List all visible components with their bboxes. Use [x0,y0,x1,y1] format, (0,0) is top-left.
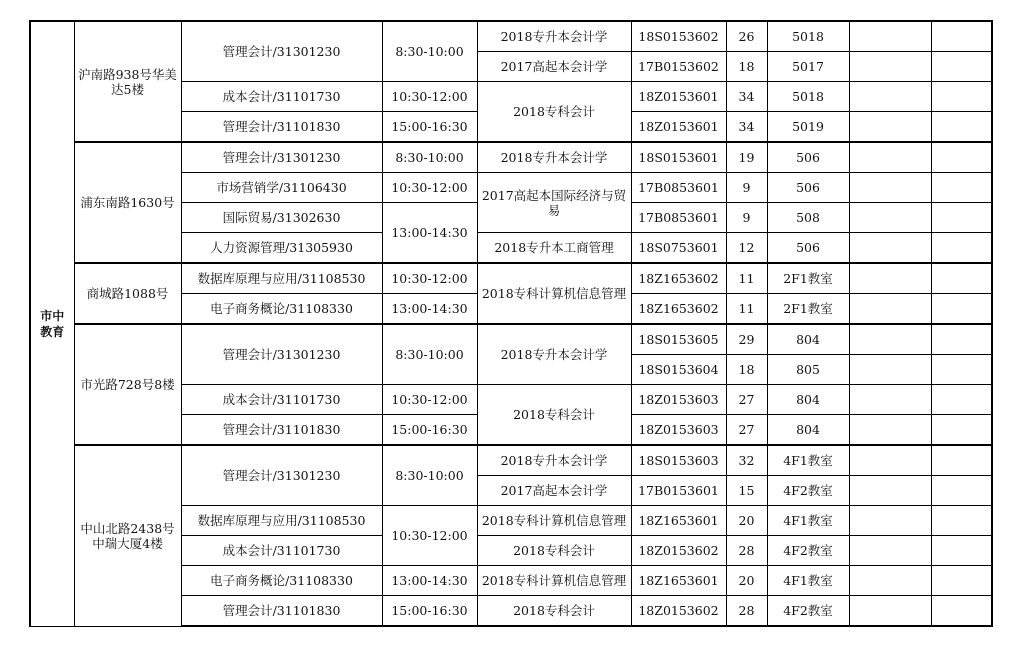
course-cell: 人力资源管理/31305930 [181,233,382,264]
org-cell: 市中 教育 [30,21,74,626]
class-code-cell: 18Z0153601 [631,112,726,143]
blank-cell [849,82,931,112]
student-count-cell: 12 [726,233,767,264]
blank-cell [849,536,931,566]
student-count-cell: 15 [726,476,767,506]
course-cell: 管理会计/31301230 [181,445,382,506]
student-count-cell: 9 [726,173,767,203]
room-cell: 804 [767,385,849,415]
table-body [30,21,992,626]
room-cell: 5017 [767,52,849,82]
blank-cell [931,263,992,294]
student-count-cell: 18 [726,52,767,82]
time-cell: 15:00-16:30 [382,415,477,446]
student-count-cell: 19 [726,142,767,173]
time-cell: 8:30-10:00 [382,21,477,82]
blank-cell [849,263,931,294]
room-cell: 5019 [767,112,849,143]
course-cell: 数据库原理与应用/31108530 [181,263,382,294]
blank-cell [849,294,931,325]
blank-cell [931,82,992,112]
blank-cell [849,142,931,173]
course-cell: 成本会计/31101730 [181,536,382,566]
room-cell: 508 [767,203,849,233]
site-cell: 市光路728号8楼 [74,324,181,445]
class-code-cell: 18S0153602 [631,21,726,52]
blank-cell [931,21,992,52]
student-count-cell: 34 [726,112,767,143]
blank-cell [931,324,992,355]
class-code-cell: 18Z0153603 [631,385,726,415]
student-count-cell: 20 [726,506,767,536]
time-cell: 13:00-14:30 [382,294,477,325]
time-cell: 8:30-10:00 [382,445,477,506]
room-cell: 4F1教室 [767,506,849,536]
course-cell: 市场营销学/31106430 [181,173,382,203]
major-cell: 2017高起本国际经济与贸易 [477,173,631,233]
blank-cell [931,294,992,325]
room-cell: 5018 [767,82,849,112]
major-cell: 2018专升本工商管理 [477,233,631,264]
student-count-cell: 11 [726,263,767,294]
room-cell: 805 [767,355,849,385]
class-code-cell: 18Z1653601 [631,566,726,596]
blank-cell [931,415,992,446]
class-code-cell: 18Z0153602 [631,536,726,566]
course-cell: 管理会计/31101830 [181,415,382,446]
blank-cell [849,445,931,476]
course-cell: 数据库原理与应用/31108530 [181,506,382,536]
blank-cell [931,203,992,233]
blank-cell [849,203,931,233]
student-count-cell: 34 [726,82,767,112]
table-row [30,21,992,52]
blank-cell [849,476,931,506]
blank-cell [849,596,931,627]
blank-cell [849,566,931,596]
class-code-cell: 17B0153601 [631,476,726,506]
blank-cell [849,52,931,82]
time-cell: 8:30-10:00 [382,324,477,385]
course-cell: 管理会计/31301230 [181,21,382,82]
major-cell: 2018专科会计 [477,596,631,627]
time-cell: 15:00-16:30 [382,112,477,143]
major-cell: 2018专升本会计学 [477,142,631,173]
blank-cell [849,173,931,203]
student-count-cell: 28 [726,536,767,566]
class-code-cell: 18Z0153601 [631,82,726,112]
blank-cell [849,233,931,264]
room-cell: 804 [767,324,849,355]
class-code-cell: 18Z1653602 [631,263,726,294]
blank-cell [931,476,992,506]
class-code-cell: 18Z0153603 [631,415,726,446]
class-code-cell: 17B0853601 [631,203,726,233]
blank-cell [849,112,931,143]
blank-cell [931,233,992,264]
room-cell: 4F2教室 [767,476,849,506]
class-code-cell: 18S0753601 [631,233,726,264]
blank-cell [931,173,992,203]
major-cell: 2017高起本会计学 [477,476,631,506]
course-cell: 成本会计/31101730 [181,385,382,415]
room-cell: 506 [767,173,849,203]
student-count-cell: 18 [726,355,767,385]
room-cell: 2F1教室 [767,294,849,325]
major-cell: 2018专升本会计学 [477,445,631,476]
room-cell: 506 [767,233,849,264]
major-cell: 2018专科会计 [477,385,631,446]
major-cell: 2018专科会计 [477,82,631,143]
table-row [30,142,992,173]
blank-cell [931,536,992,566]
major-cell: 2018专科计算机信息管理 [477,506,631,536]
student-count-cell: 11 [726,294,767,325]
class-code-cell: 18S0153605 [631,324,726,355]
blank-cell [931,506,992,536]
time-cell: 10:30-12:00 [382,263,477,294]
time-cell: 13:00-14:30 [382,203,477,264]
blank-cell [931,52,992,82]
course-cell: 管理会计/31301230 [181,142,382,173]
room-cell: 4F1教室 [767,445,849,476]
class-code-cell: 17B0853601 [631,173,726,203]
course-cell: 管理会计/31101830 [181,596,382,627]
student-count-cell: 32 [726,445,767,476]
course-cell: 国际贸易/31302630 [181,203,382,233]
room-cell: 804 [767,415,849,446]
student-count-cell: 27 [726,415,767,446]
major-cell: 2018专科会计 [477,536,631,566]
time-cell: 10:30-12:00 [382,82,477,112]
site-cell: 商城路1088号 [74,263,181,324]
student-count-cell: 20 [726,566,767,596]
time-cell: 15:00-16:30 [382,596,477,627]
room-cell: 2F1教室 [767,263,849,294]
class-code-cell: 18S0153601 [631,142,726,173]
course-cell: 管理会计/31101830 [181,112,382,143]
blank-cell [931,566,992,596]
course-cell: 成本会计/31101730 [181,82,382,112]
blank-cell [849,415,931,446]
site-cell: 浦东南路1630号 [74,142,181,263]
student-count-cell: 29 [726,324,767,355]
blank-cell [931,355,992,385]
blank-cell [849,324,931,355]
blank-cell [849,506,931,536]
room-cell: 506 [767,142,849,173]
blank-cell [931,596,992,627]
student-count-cell: 27 [726,385,767,415]
course-cell: 电子商务概论/31108330 [181,566,382,596]
time-cell: 10:30-12:00 [382,385,477,415]
time-cell: 8:30-10:00 [382,142,477,173]
student-count-cell: 28 [726,596,767,627]
major-cell: 2018专升本会计学 [477,21,631,52]
time-cell: 13:00-14:30 [382,566,477,596]
major-cell: 2018专升本会计学 [477,324,631,385]
blank-cell [931,445,992,476]
table-row [30,324,992,355]
blank-cell [849,355,931,385]
room-cell: 4F2教室 [767,536,849,566]
student-count-cell: 9 [726,203,767,233]
class-code-cell: 18Z1653602 [631,294,726,325]
course-cell: 管理会计/31301230 [181,324,382,385]
class-code-cell: 18S0153604 [631,355,726,385]
table-row [30,263,992,294]
time-cell: 10:30-12:00 [382,506,477,566]
class-code-cell: 18S0153603 [631,445,726,476]
site-cell: 沪南路938号华美 达5楼 [74,21,181,142]
major-cell: 2018专科计算机信息管理 [477,566,631,596]
blank-cell [849,385,931,415]
room-cell: 4F2教室 [767,596,849,627]
time-cell: 10:30-12:00 [382,173,477,203]
class-code-cell: 18Z1653601 [631,506,726,536]
student-count-cell: 26 [726,21,767,52]
class-code-cell: 18Z0153602 [631,596,726,627]
course-cell: 电子商务概论/31108330 [181,294,382,325]
room-cell: 4F1教室 [767,566,849,596]
blank-cell [931,385,992,415]
major-cell: 2017高起本会计学 [477,52,631,82]
major-cell: 2018专科计算机信息管理 [477,263,631,324]
exam-schedule-table [29,20,993,627]
blank-cell [849,21,931,52]
table-row [30,445,992,476]
room-cell: 5018 [767,21,849,52]
class-code-cell: 17B0153602 [631,52,726,82]
blank-cell [931,142,992,173]
site-cell: 中山北路2438号 中瑞大厦4楼 [74,445,181,626]
blank-cell [931,112,992,143]
